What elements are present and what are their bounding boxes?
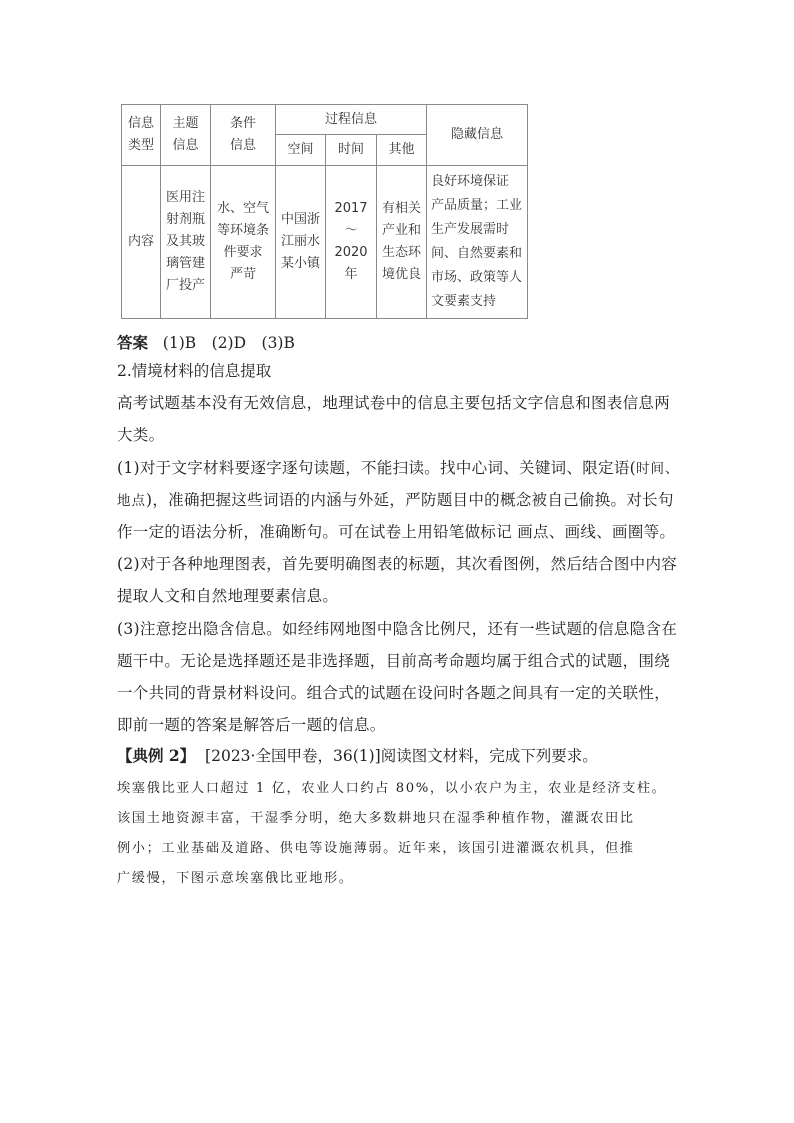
header-info-type: 信息 类型 bbox=[122, 105, 161, 166]
cell-hidden: 良好环境保证 产品质量；工业 生产发展需时 间、自然要素和 市场、政策等人 文要素支持 bbox=[427, 166, 528, 319]
material-line: 埃塞俄比亚人口超过 1 亿，农业人口约占 80%，以小农户为主，农业是经济支柱。 bbox=[117, 781, 667, 796]
cell-condition: 水、空气 等环境条 件要求 严苛 bbox=[211, 166, 276, 319]
paragraph-line: 大类。 bbox=[117, 426, 165, 444]
header-process: 过程信息 bbox=[276, 105, 427, 135]
paragraph-line bbox=[117, 488, 697, 510]
paragraph-line: 作一定的语法分析，准确断句。可在试卷上用铅笔做标记 画点、画线、画圈等。 bbox=[117, 523, 676, 541]
info-table bbox=[121, 104, 528, 319]
paragraph-text-small: 地点 bbox=[117, 493, 146, 509]
paragraph-line: 题干中。无论是选择题还是非选择题，目前高考命题均属于组合式的试题，围绕 bbox=[117, 652, 671, 670]
cell-theme: 医用注 射剂瓶 及其玻 璃管建 厂投产 bbox=[161, 166, 211, 319]
example-source: [2023·全国甲卷，36(1)]阅读图文材料，完成下列要求。 bbox=[205, 747, 598, 765]
cell-space: 中国浙 江丽水 某小镇 bbox=[276, 166, 326, 319]
material-line: 例小；工业基础及道路、供电等设施薄弱。近年来，该国引进灌溉农机具，但推 bbox=[117, 841, 635, 856]
paragraph-line: 提取人文和自然地理要素信息。 bbox=[117, 587, 339, 605]
paragraph-text: (1)对于文字材料要逐字逐句读题，不能扫读。找中心词、关键词、限定语( bbox=[117, 459, 637, 477]
header-condition: 条件 信息 bbox=[211, 105, 276, 166]
header-other: 其他 bbox=[377, 135, 427, 166]
paragraph-line bbox=[117, 456, 697, 478]
material-line: 该国土地资源丰富，干湿季分明，绝大多数耕地只在湿季种植作物，灌溉农田比 bbox=[117, 811, 635, 826]
header-theme: 主题 信息 bbox=[161, 105, 211, 166]
paragraph-text: )，准确把握这些词语的内涵与外延，严防题目中的概念被自己偷换。对长句 bbox=[146, 491, 674, 509]
header-space: 空间 bbox=[276, 135, 326, 166]
answer-label: 答案 bbox=[117, 333, 149, 352]
header-time: 时间 bbox=[326, 135, 377, 166]
paragraph-line: 一个共同的背景材料设问。组合式的试题在设问时各题之间具有一定的关联性， bbox=[117, 684, 671, 702]
paragraph-line: (3)注意挖出隐含信息。如经纬网地图中隐含比例尺，还有一些试题的信息隐含在 bbox=[117, 620, 678, 638]
material-line: 广缓慢，下图示意埃塞俄比亚地形。 bbox=[117, 871, 354, 886]
example-tag: 【典例 2】 bbox=[117, 746, 196, 765]
paragraph-line: 即前一题的答案是解答后一题的信息。 bbox=[117, 716, 386, 734]
row-label: 内容 bbox=[122, 166, 161, 319]
answer-content: (1)B (2)D (3)B bbox=[162, 334, 295, 352]
section-title: 2.情境材料的信息提取 bbox=[117, 362, 272, 380]
paragraph-line: 高考试题基本没有无效信息，地理试卷中的信息主要包括文字信息和图表信息两 bbox=[117, 394, 671, 412]
paragraph-line: (2)对于各种地理图表，首先要明确图表的标题，其次看图例，然后结合图中内容 bbox=[117, 555, 678, 573]
example-heading bbox=[117, 744, 697, 766]
cell-other: 有相关 产业和 生态环 境优良 bbox=[377, 166, 427, 319]
answer-line bbox=[117, 331, 697, 353]
header-hidden: 隐藏信息 bbox=[427, 105, 528, 166]
paragraph-text-small: 时间、 bbox=[636, 461, 680, 477]
cell-time: 2017～ 2020 年 bbox=[326, 166, 377, 319]
